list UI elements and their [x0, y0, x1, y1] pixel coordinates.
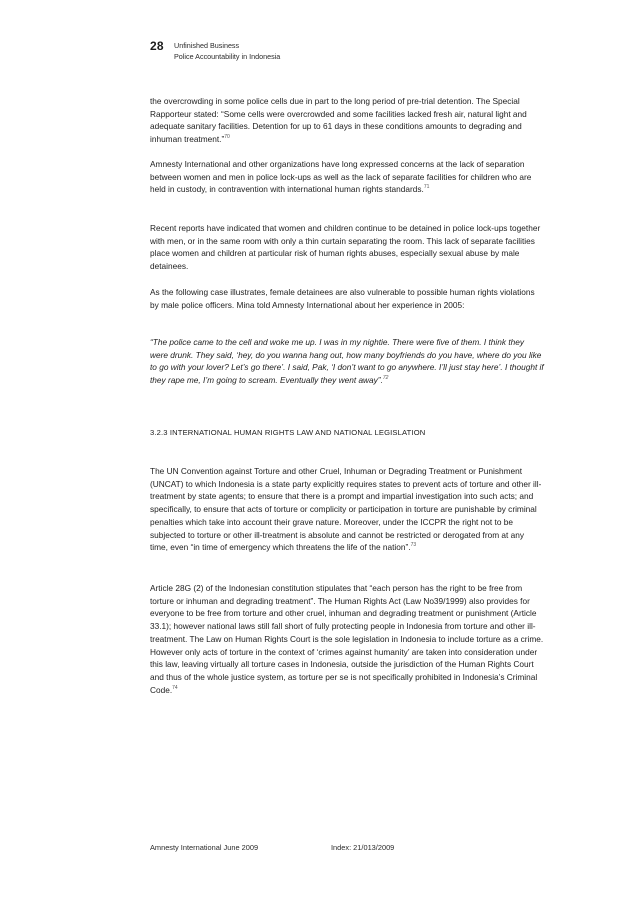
- paragraph: [150, 465, 544, 554]
- footnote-marker[interactable]: 70: [224, 134, 230, 141]
- paragraph: [150, 222, 544, 273]
- paragraph: [150, 158, 544, 196]
- running-header: [174, 41, 280, 62]
- footnote-marker[interactable]: 74: [172, 684, 178, 691]
- running-title: Unfinished Business: [174, 41, 240, 50]
- running-subtitle: Police Accountability in Indonesia: [174, 51, 281, 61]
- paragraph: [150, 582, 544, 696]
- paragraph-text: Recent reports have indicated that women and children continue to be detained in police lock-ups together with men, or in the same room with only a thin curtain separating the room. This lack of separate facilities place women and children at particular risk of human rights abuses, especially sexual abuse by male detainees.: [150, 223, 541, 272]
- paragraph-text: Amnesty International and other organizations have long expressed concerns at the lack of separation between women and men in police lock-ups as well as the lack of separate facilities for children who are held in custody, in contravention with international human rights standards.: [150, 159, 532, 195]
- quote-text: “The police came to the cell and woke me up. I was in my nightie. There were five of them. I think they were drunk. They said, ‘hey, do you wanna hang out, how many boyfriends do you have, where do you like to go with your lover? Let’s go there’. I said, Pak, ‘I don’t want to go anywhere. I’ll just stay here’. I thought if they rape me, I’m going to scream. Eventually they went away”.: [150, 337, 544, 386]
- paragraph-text: The UN Convention against Torture and other Cruel, Inhuman or Degrading Treatment or Punishment (UNCAT) to which Indonesia is a state party explicitly requires states to prevent acts of torture and other ill-treatment by state agents; to ensure that there is a prompt and impartial investigation into such acts; and specifically, to ensure that acts of torture or complicity or participation in torture are punishable by criminal penalties which take into account their grave nature. Moreover, under the ICCPR the right not to be subjected to torture or other ill-treatment is absolute and cannot be restricted or derogated from at any time, even “in time of emergency which threatens the life of the nation”.: [150, 466, 542, 553]
- paragraph: [150, 286, 544, 311]
- footnote-marker[interactable]: 71: [423, 184, 430, 191]
- footer-index: Index: 21/013/2009: [331, 843, 395, 852]
- footnote-marker[interactable]: 72: [382, 375, 389, 382]
- footnote-marker[interactable]: 73: [410, 542, 417, 549]
- section-heading: 3.2.3 INTERNATIONAL HUMAN RIGHTS LAW AND NATIONAL LEGISLATION: [150, 428, 426, 437]
- paragraph-text: Article 28G (2) of the Indonesian constitution stipulates that “each person has the right to be free from torture or inhuman and degrading treatment”. The Human Rights Act (Law No39/1999) also provides for everyone to be free from torture and other cruel, inhuman and degrading treatment or punishment (Article 33.1); however national laws still fall short of fully protecting people in Indonesia from torture and other ill-treatment. The Law on Human Rights Court is the sole legislation in Indonesia to include torture as a crime. However only acts of torture in the context of ‘crimes against humanity’ are taken into consideration under this law, leaving virtually all torture cases in Indonesia, outside the jurisdiction of the Human Rights Court and thus of the whole justice system, as torture per se is not specifically prohibited in Indonesia’s Criminal Code.: [150, 583, 544, 695]
- footer-publisher: Amnesty International June 2009: [150, 843, 259, 852]
- page-number: 28: [150, 39, 164, 53]
- paragraph: [150, 95, 544, 146]
- paragraph-text: As the following case illustrates, female detainees are also vulnerable to possible human rights violations by male police officers. Mina told Amnesty International about her experience in 2005:: [150, 287, 535, 310]
- paragraph-text: the overcrowding in some police cells due in part to the long period of pre-trial detention. The Special Rapporteur stated: “Some cells were overcrowded and some facilities lacked fresh air, natural light and adequate sanitary facilities. Detention for up to 61 days in these conditions amounts to degrading and inhuman treatment.”: [150, 96, 527, 145]
- quote-paragraph: [150, 336, 544, 387]
